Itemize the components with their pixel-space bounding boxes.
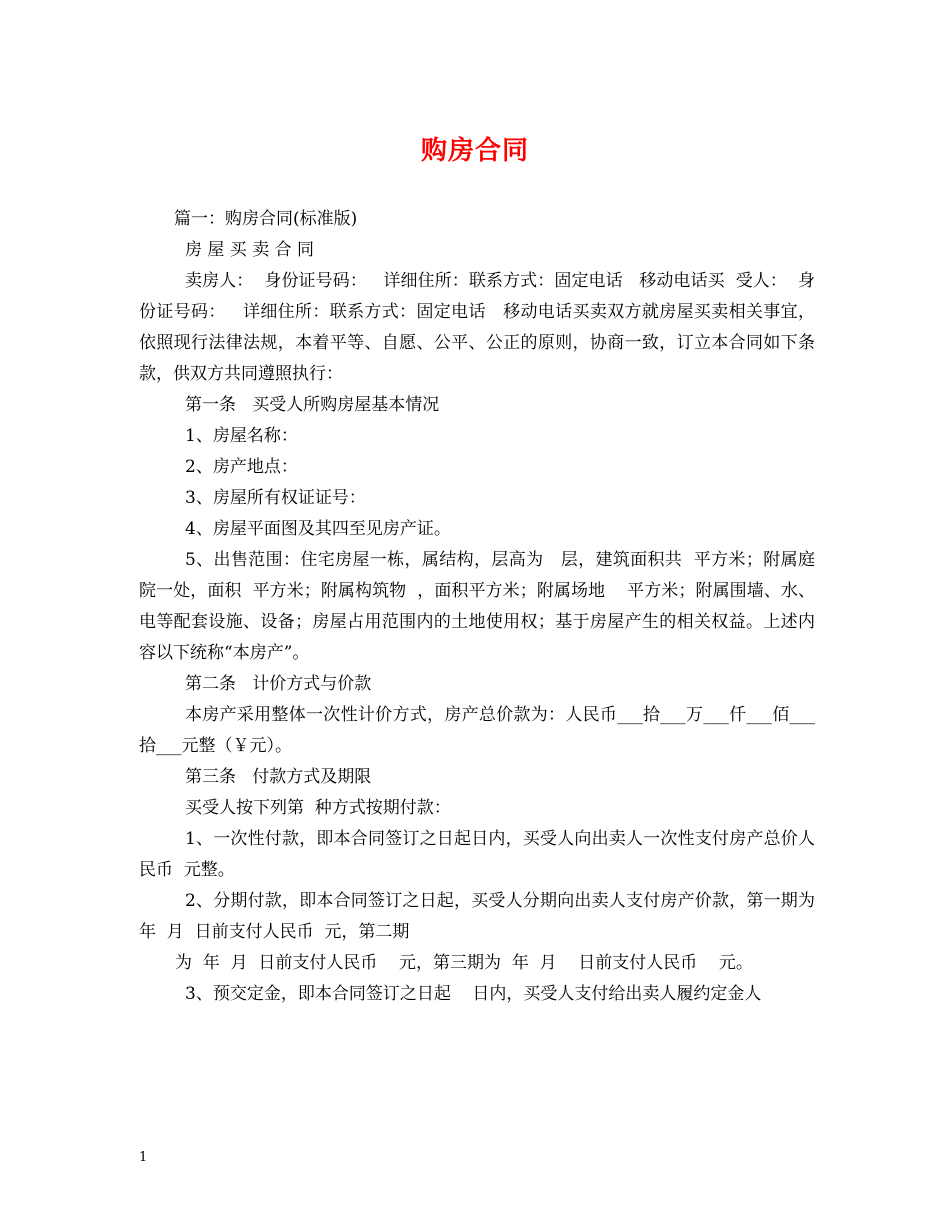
article-2-heading: 第二条 计价方式与价款 [185, 674, 372, 694]
article-1-heading: 第一条 买受人所购房屋基本情况 [185, 395, 440, 415]
payment-option-2-continued: 为 年 月 日前支付人民币 元，第三期为 年 月 日前支付人民币 元。 [175, 953, 753, 973]
item-2: 2、房产地点： [185, 457, 298, 477]
page-number: 1 [139, 1150, 148, 1165]
item-3: 3、房屋所有权证证号： [185, 488, 366, 508]
document-title: 购房合同 [420, 136, 529, 166]
payment-option-2: 2、分期付款，即本合同签订之日起，买受人分期向出卖人支付房产价款，第一期为年 月 日前支付人民币 元，第二期 [139, 891, 815, 942]
payment-option-1: 1、一次性付款，即本合同签订之日起日内，买受人向出卖人一次性支付房产总价人民币 元整。 [139, 829, 815, 880]
item-5: 5、出售范围：住宅房屋一栋，属结构，层高为 层，建筑面积共 平方米；附属庭院一处，面积 平方米；附属构筑物 ，面积平方米；附属场地 平方米；附属围墙、水、电等配套设施、设备；房屋占用范围内的土地使用权；基于房屋产生的相关权益。上述内容以下统称“本房产”。 [139, 550, 815, 663]
section-heading: 篇一：购房合同(标准版) [174, 209, 358, 229]
contract-heading: 房 屋 买 卖 合 同 [185, 240, 315, 260]
item-4: 4、房屋平面图及其四至见房产证。 [185, 519, 451, 539]
document-body [139, 204, 815, 1010]
payment-option-3: 3、预交定金，即本合同签订之日起 日内，买受人支付给出卖人履约定金人 [185, 984, 762, 1004]
price-paragraph: 本房产采用整体一次性计价方式，房产总价款为：人民币___拾___万___仟___佰___拾___元整（￥元）。 [139, 705, 815, 756]
article-3-heading: 第三条 付款方式及期限 [185, 767, 372, 787]
item-1: 1、房屋名称： [185, 426, 298, 446]
parties-paragraph: 卖房人： 身份证号码： 详细住所：联系方式：固定电话 移动电话买 受人： 身份证号码： 详细住所：联系方式：固定电话 移动电话买卖双方就房屋买卖相关事宜，依照现行法律法规，本着平等、自愿、公平、公正的原则，协商一致，订立本合同如下条款，供双方共同遵照执行： [139, 271, 815, 384]
payment-method-paragraph: 买受人按下列第 种方式按期付款： [185, 798, 451, 818]
